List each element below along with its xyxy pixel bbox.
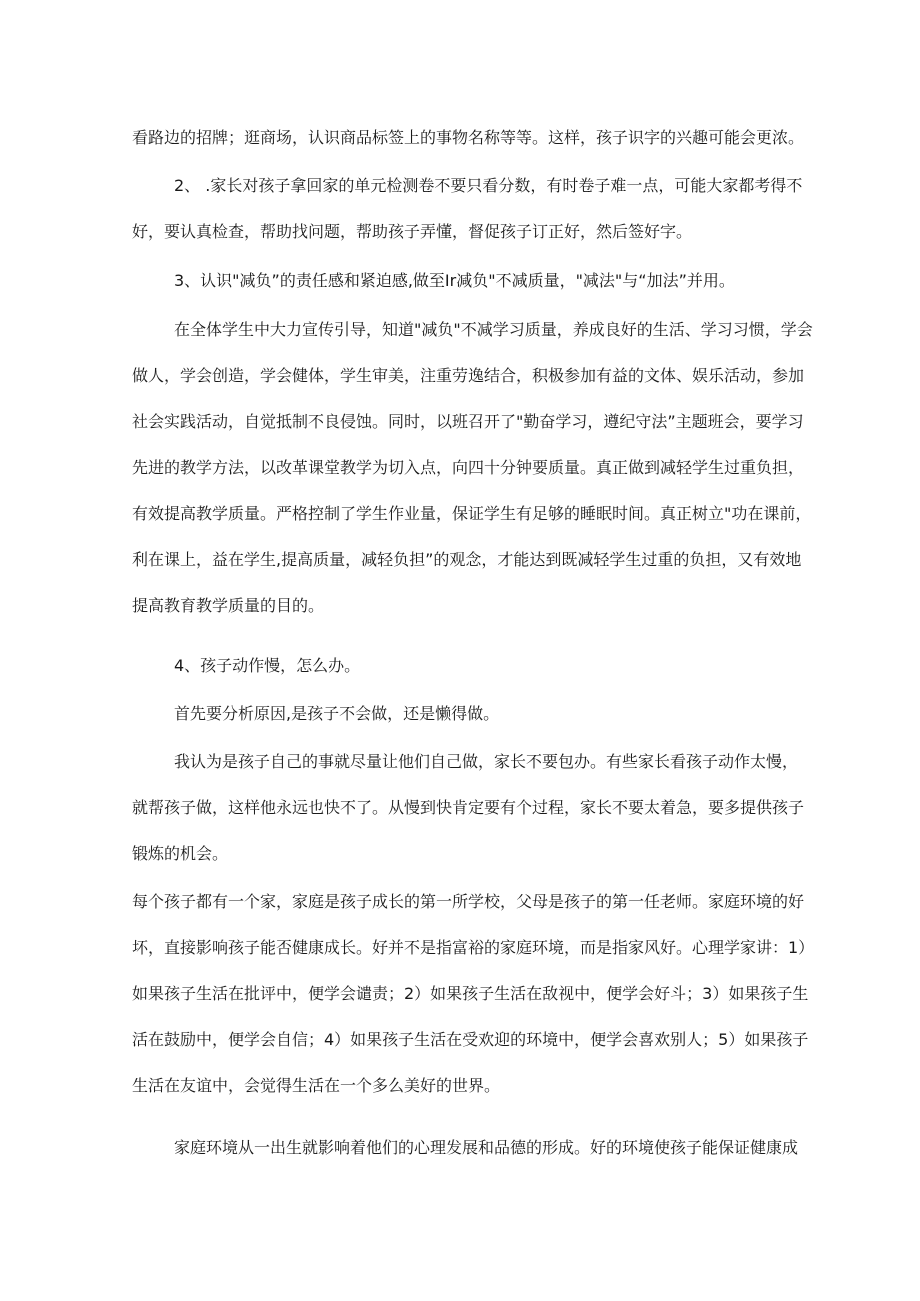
text-line: 3、认识"减负”的责任感和紧迫感,做至Ir减负"不减质量，"减法"与“加法”并用。	[174, 271, 735, 290]
text-line: 活在鼓励中，便学会自信；4）如果孩子生活在受欢迎的环境中，便学会喜欢别人；5）如果孩子	[132, 1030, 809, 1049]
text-line: 在全体学生中大力宣传引导，知道"减负"不减学习质量，养成良好的生活、学习习惯，学会	[174, 320, 813, 339]
text-line: 先进的教学方法，以改革课堂教学为切入点，向四十分钟要质量。真正做到减轻学生过重负担，	[132, 458, 805, 477]
paragraph-3	[132, 258, 792, 304]
text-line: 坏，直接影响孩子能否健康成长。好并不是指富裕的家庭环境，而是指家风好。心理学家讲：1）	[132, 938, 815, 957]
text-line: 做人，学会创造，学会健体，学生审美，注重劳逸结合，积极参加有益的文体、娱乐活动，参加	[132, 366, 805, 385]
paragraph-4	[132, 307, 813, 629]
text-line: 首先要分析原因,是孩子不会做，还是懒得做。	[174, 704, 500, 723]
text-line: 就帮孩子做，这样他永远也快不了。从慢到快肯定要有个过程，家长不要太着急，要多提供孩子	[132, 798, 805, 817]
text-line: 有效提高教学质量。严格控制了学生作业量，保证学生有足够的睡眠时间。真正树立"功在课前，	[132, 504, 812, 523]
text-line: 锻炼的机会。	[132, 844, 229, 863]
paragraph-7	[132, 739, 805, 877]
text-line: 如果孩子生活在批评中，便学会谴责；2）如果孩子生活在敌视中，便学会好斗；3）如果孩子生	[132, 984, 809, 1003]
text-line: 生活在友谊中，会觉得生活在一个多么美好的世界。	[132, 1076, 501, 1095]
text-line: 看路边的招牌；逛商场，认识商品标签上的事物名称等等。这样，孩子识字的兴趣可能会更浓。	[132, 128, 805, 147]
text-line: 4、孩子动作慢，怎么办。	[174, 656, 361, 675]
paragraph-1	[132, 115, 805, 161]
text-line: 提高教育教学质量的目的。	[132, 596, 325, 615]
text-line: 2、 .家长对孩子拿回家的单元检测卷不要只看分数，有时卷子难一点，可能大家都考得不	[174, 176, 803, 195]
text-line: 家庭环境从一出生就影响着他们的心理发展和品德的形成。好的环境使孩子能保证健康成	[174, 1138, 799, 1157]
text-line: 社会实践活动，自觉抵制不良侵蚀。同时，以班召开了"勤奋学习，遵纪守法”主题班会，要学习	[132, 412, 804, 431]
paragraph-2	[132, 163, 803, 255]
paragraph-8	[132, 879, 815, 1109]
text-line: 我认为是孩子自己的事就尽量让他们自己做，家长不要包办。有些家长看孩子动作太慢，	[174, 752, 799, 771]
paragraph-9	[132, 1125, 799, 1171]
text-line: 好，要认真检查，帮助找问题，帮助孩子弄懂，督促孩子订正好，然后签好字。	[132, 222, 693, 241]
text-line: 利在课上，益在学生,提高质量，减轻负担”的观念，才能达到既减轻学生过重的负担，又有效地	[132, 550, 802, 569]
paragraph-6	[132, 691, 792, 737]
text-line: 每个孩子都有一个家，家庭是孩子成长的第一所学校，父母是孩子的第一任老师。家庭环境的好	[132, 892, 805, 911]
paragraph-5	[132, 643, 792, 689]
